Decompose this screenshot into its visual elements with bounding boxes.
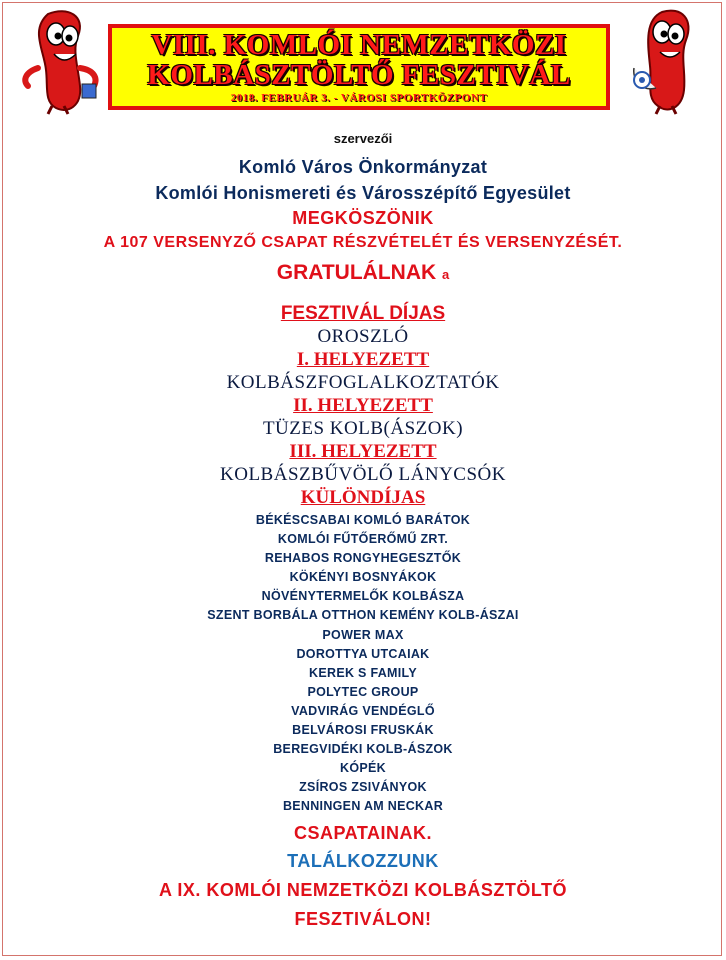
list-item: KEREK S FAMILY	[309, 665, 417, 680]
list-item: BEREGVIDÉKI KOLB-ÁSZOK	[273, 742, 453, 757]
banner-title-line1: VIII. KOMLÓI NEMZETKÖZI	[151, 29, 567, 61]
list-item: KOMLÓI FŰTŐERŐMŰ ZRT.	[277, 532, 449, 547]
second-place-label: II. HELYEZETT	[293, 395, 433, 416]
special-winners-list	[0, 511, 726, 817]
sausage-mascot-icon	[8, 6, 108, 116]
second-place-winner: TÜZES KOLB(ÁSZOK)	[262, 418, 464, 439]
congrats-suffix: a	[442, 267, 450, 282]
list-item: KÖKÉNYI BOSNYÁKOK	[289, 570, 437, 585]
participation-text: A 107 VERSENYZŐ CSAPAT RÉSZVÉTELÉT ÉS VERSENYZÉSÉT.	[103, 234, 623, 251]
first-place-label: I. HELYEZETT	[296, 349, 430, 370]
next-festival-line1: A IX. KOMLÓI NEMZETKÖZI KOLBÁSZTÖLTŐ	[159, 879, 567, 900]
list-item: POWER MAX	[322, 627, 404, 642]
list-item: BENNINGEN AM NECKAR	[282, 799, 444, 814]
first-place-winner: KOLBÁSZFOGLALKOZTATÓK	[226, 372, 500, 393]
festival-prize-label: FESZTIVÁL DÍJAS	[280, 303, 446, 324]
list-item: KÓPÉK	[340, 761, 386, 776]
list-item: POLYTEC GROUP	[307, 684, 419, 699]
banner-subtitle: 2018. FEBRUÁR 3. - VÁROSI SPORTKÖZPONT	[230, 92, 488, 104]
banner-title-line2: KOLBÁSZTÖLTŐ FESZTIVÁL	[147, 59, 571, 91]
organizers-label: szervezői	[333, 131, 393, 146]
special-prize-label: KÜLÖNDÍJAS	[300, 487, 426, 508]
list-item: DOROTTYA UTCAIAK	[296, 646, 430, 661]
list-item: BELVÁROSI FRUSKÁK	[292, 723, 434, 738]
list-item: NÖVÉNYTERMELŐK KOLBÁSZA	[261, 589, 465, 604]
sausage-mascot-icon	[612, 6, 712, 116]
see-you-text: TALÁLKOZZUNK	[287, 850, 439, 871]
festival-prize-winner: OROSZLÓ	[317, 326, 409, 347]
organizer-2: Komlói Honismereti és Városszépítő Egyesület	[155, 183, 571, 203]
organizer-1: Komló Város Önkormányzat	[238, 157, 488, 177]
thanks-text: MEGKÖSZÖNIK	[292, 208, 434, 228]
list-item: REHABOS RONGYHEGESZTŐK	[264, 551, 462, 566]
congrats-text	[0, 258, 726, 290]
teams-text: CSAPATAINAK.	[294, 822, 432, 843]
next-festival-line2: FESZTIVÁLON!	[294, 908, 432, 929]
congrats-main: GRATULÁLNAK	[276, 261, 437, 284]
list-item: SZENT BORBÁLA OTTHON KEMÉNY KOLB-ÁSZAI	[207, 608, 519, 623]
list-item: ZSÍROS ZSIVÁNYOK	[299, 780, 427, 795]
announcement-body	[0, 130, 726, 934]
list-item: BÉKÉSCSABAI KOMLÓ BARÁTOK	[255, 513, 471, 527]
third-place-label: III. HELYEZETT	[289, 441, 437, 462]
third-place-winner: KOLBÁSZBŰVÖLŐ LÁNYCSÓK	[220, 464, 506, 485]
list-item: VADVIRÁG VENDÉGLŐ	[291, 703, 435, 718]
festival-banner	[108, 24, 610, 110]
